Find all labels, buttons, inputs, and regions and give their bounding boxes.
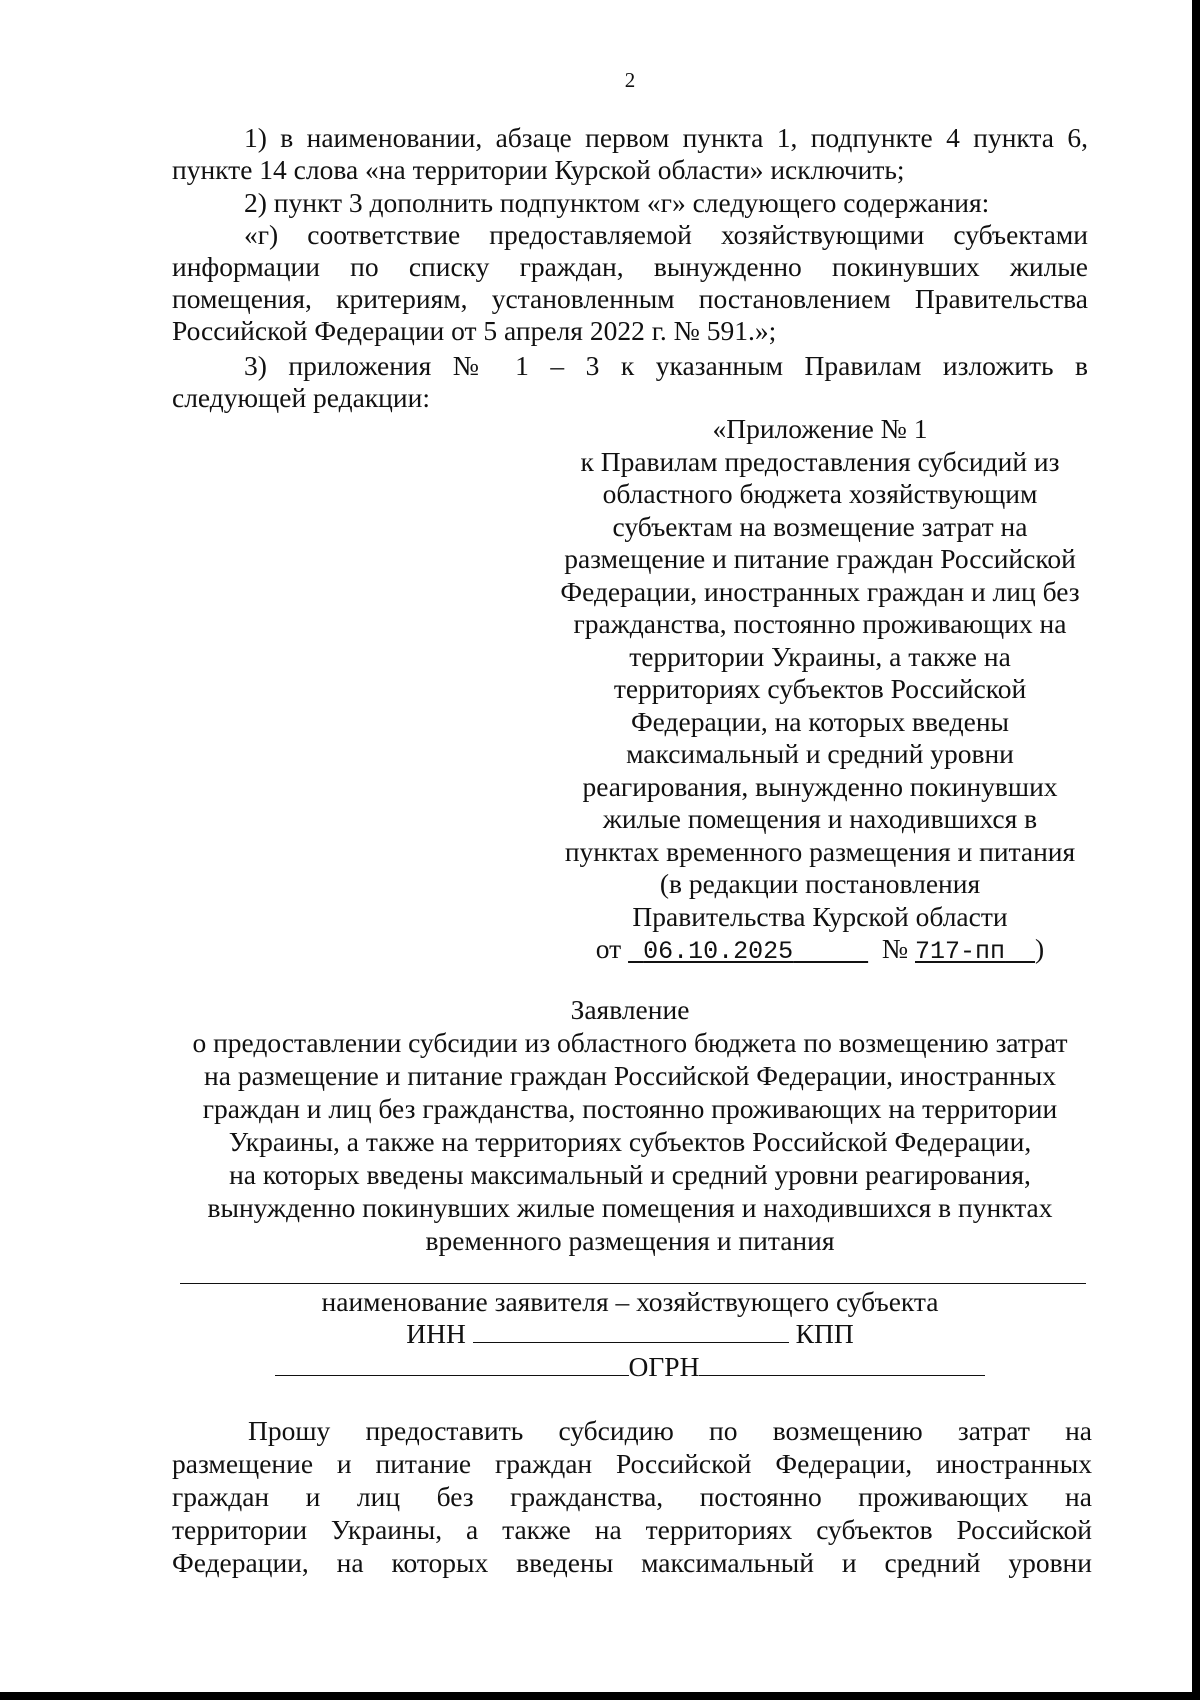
statement-line: временного размещения и питания bbox=[425, 1225, 835, 1256]
appendix-line: размещение и питание граждан Российской bbox=[564, 543, 1076, 574]
inn-field[interactable] bbox=[473, 1318, 789, 1343]
request-paragraph bbox=[172, 1414, 1092, 1579]
appendix-line: реагирования, вынужденно покинувших bbox=[582, 770, 1058, 802]
page-number: 2 bbox=[624, 68, 636, 92]
scan-edge-right bbox=[1192, 0, 1200, 1700]
inn-label: ИНН bbox=[406, 1318, 466, 1349]
statement-line: граждан и лиц без гражданства, постоянно проживающих на территории bbox=[202, 1093, 1058, 1124]
request-line: территории Украины, а также на территориях субъектов Российской bbox=[172, 1514, 1092, 1545]
appendix-date-number-line bbox=[540, 933, 1100, 969]
resolution-date: 06.10.2025 bbox=[643, 937, 794, 966]
statement-line: на размещение и питание граждан Российской Федерации, иностранных bbox=[204, 1060, 1056, 1091]
statement-subtitle bbox=[170, 1026, 1090, 1257]
quote-line-4: Российской Федерации от 5 апреля 2022 г. № 591.»; bbox=[172, 315, 777, 346]
appendix-line: Правительства Курской области bbox=[632, 900, 1008, 932]
appendix-line: «Приложение № 1 bbox=[712, 413, 928, 444]
appendix-line: Федерации, на которых введены bbox=[630, 705, 1010, 737]
quote-line-1: «г) соответствие предоставляемой хозяйствующими субъектами bbox=[244, 219, 1088, 250]
request-line: Федерации, на которых введены максимальный и средний уровни bbox=[172, 1547, 1092, 1578]
ogrn-field[interactable] bbox=[699, 1351, 985, 1376]
appendix-line: Федерации, иностранных граждан и лиц без bbox=[560, 575, 1080, 607]
close-paren: ) bbox=[1035, 933, 1045, 964]
statement-line: о предоставлении субсидии из областного бюджета по возмещению затрат bbox=[192, 1027, 1068, 1058]
appendix-header bbox=[540, 413, 1100, 969]
inn-kpp-row bbox=[170, 1318, 1090, 1350]
appendix-line: территории Украины, а также на bbox=[629, 640, 1011, 672]
amendment-item-1 bbox=[172, 122, 1088, 186]
amendment-item-2-text: 2) пункт 3 дополнить подпунктом «г» следующего содержания: bbox=[244, 187, 990, 218]
from-label: от bbox=[595, 933, 622, 964]
request-line: Прошу предоставить субсидию по возмещению затрат на bbox=[248, 1415, 1092, 1446]
ogrn-row bbox=[170, 1351, 1090, 1383]
applicant-caption: наименование заявителя – хозяйствующего субъекта bbox=[321, 1286, 939, 1317]
kpp-field[interactable] bbox=[275, 1351, 629, 1376]
statement-line: на которых введены максимальный и средний уровни реагирования, bbox=[229, 1159, 1031, 1190]
ogrn-label: ОГРН bbox=[628, 1351, 700, 1382]
quote-line-2: информации по списку граждан, вынужденно покинувших жилые bbox=[172, 251, 1088, 282]
statement-title: Заявление bbox=[570, 994, 690, 1025]
appendix-line: (в редакции постановления bbox=[659, 868, 981, 899]
appendix-line: гражданства, постоянно проживающих на bbox=[573, 608, 1067, 639]
amendment-item-3-line-2: следующей редакции: bbox=[172, 382, 430, 413]
appendix-line: жилые помещения и находившихся в bbox=[602, 803, 1038, 834]
appendix-line: максимальный и средний уровни bbox=[626, 738, 1014, 769]
appendix-line: областного бюджета хозяйствующим bbox=[602, 478, 1038, 509]
statement-line: Украины, а также на территориях субъектов Российской Федерации, bbox=[228, 1126, 1032, 1157]
statement-line: вынужденно покинувших жилые помещения и находившихся в пунктах bbox=[207, 1192, 1053, 1223]
scan-edge-bottom bbox=[0, 1692, 1200, 1700]
appendix-line: пунктах временного размещения и питания bbox=[564, 835, 1076, 867]
quote-line-3: помещения, критериям, установленным постановлением Правительства bbox=[172, 283, 1088, 314]
amendment-item-3-line-1: 3) приложения № 1 – 3 к указанным Правилам изложить в bbox=[244, 350, 1088, 381]
kpp-label: КПП bbox=[795, 1318, 854, 1349]
appendix-line: субъектам на возмещение затрат на bbox=[612, 510, 1028, 542]
number-label: № bbox=[881, 933, 909, 964]
amendment-item-2-quote bbox=[172, 219, 1088, 347]
amendment-item-3 bbox=[172, 350, 1088, 414]
amendment-item-1-line-1: 1) в наименовании, абзаце первом пункта 1, подпункте 4 пункта 6, bbox=[244, 122, 1088, 153]
amendment-item-2 bbox=[172, 187, 1088, 219]
resolution-number: 717-пп bbox=[915, 937, 1006, 966]
request-line: граждан и лиц без гражданства, постоянно проживающих на bbox=[172, 1481, 1092, 1512]
request-line: размещение и питание граждан Российской Федерации, иностранных bbox=[172, 1448, 1092, 1479]
amendment-item-1-line-2: пункте 14 слова «на территории Курской области» исключить; bbox=[172, 154, 905, 185]
appendix-line: территориях субъектов Российской bbox=[613, 673, 1027, 704]
applicant-name-line[interactable] bbox=[180, 1283, 1086, 1284]
appendix-line: к Правилам предоставления субсидий из bbox=[580, 445, 1060, 477]
